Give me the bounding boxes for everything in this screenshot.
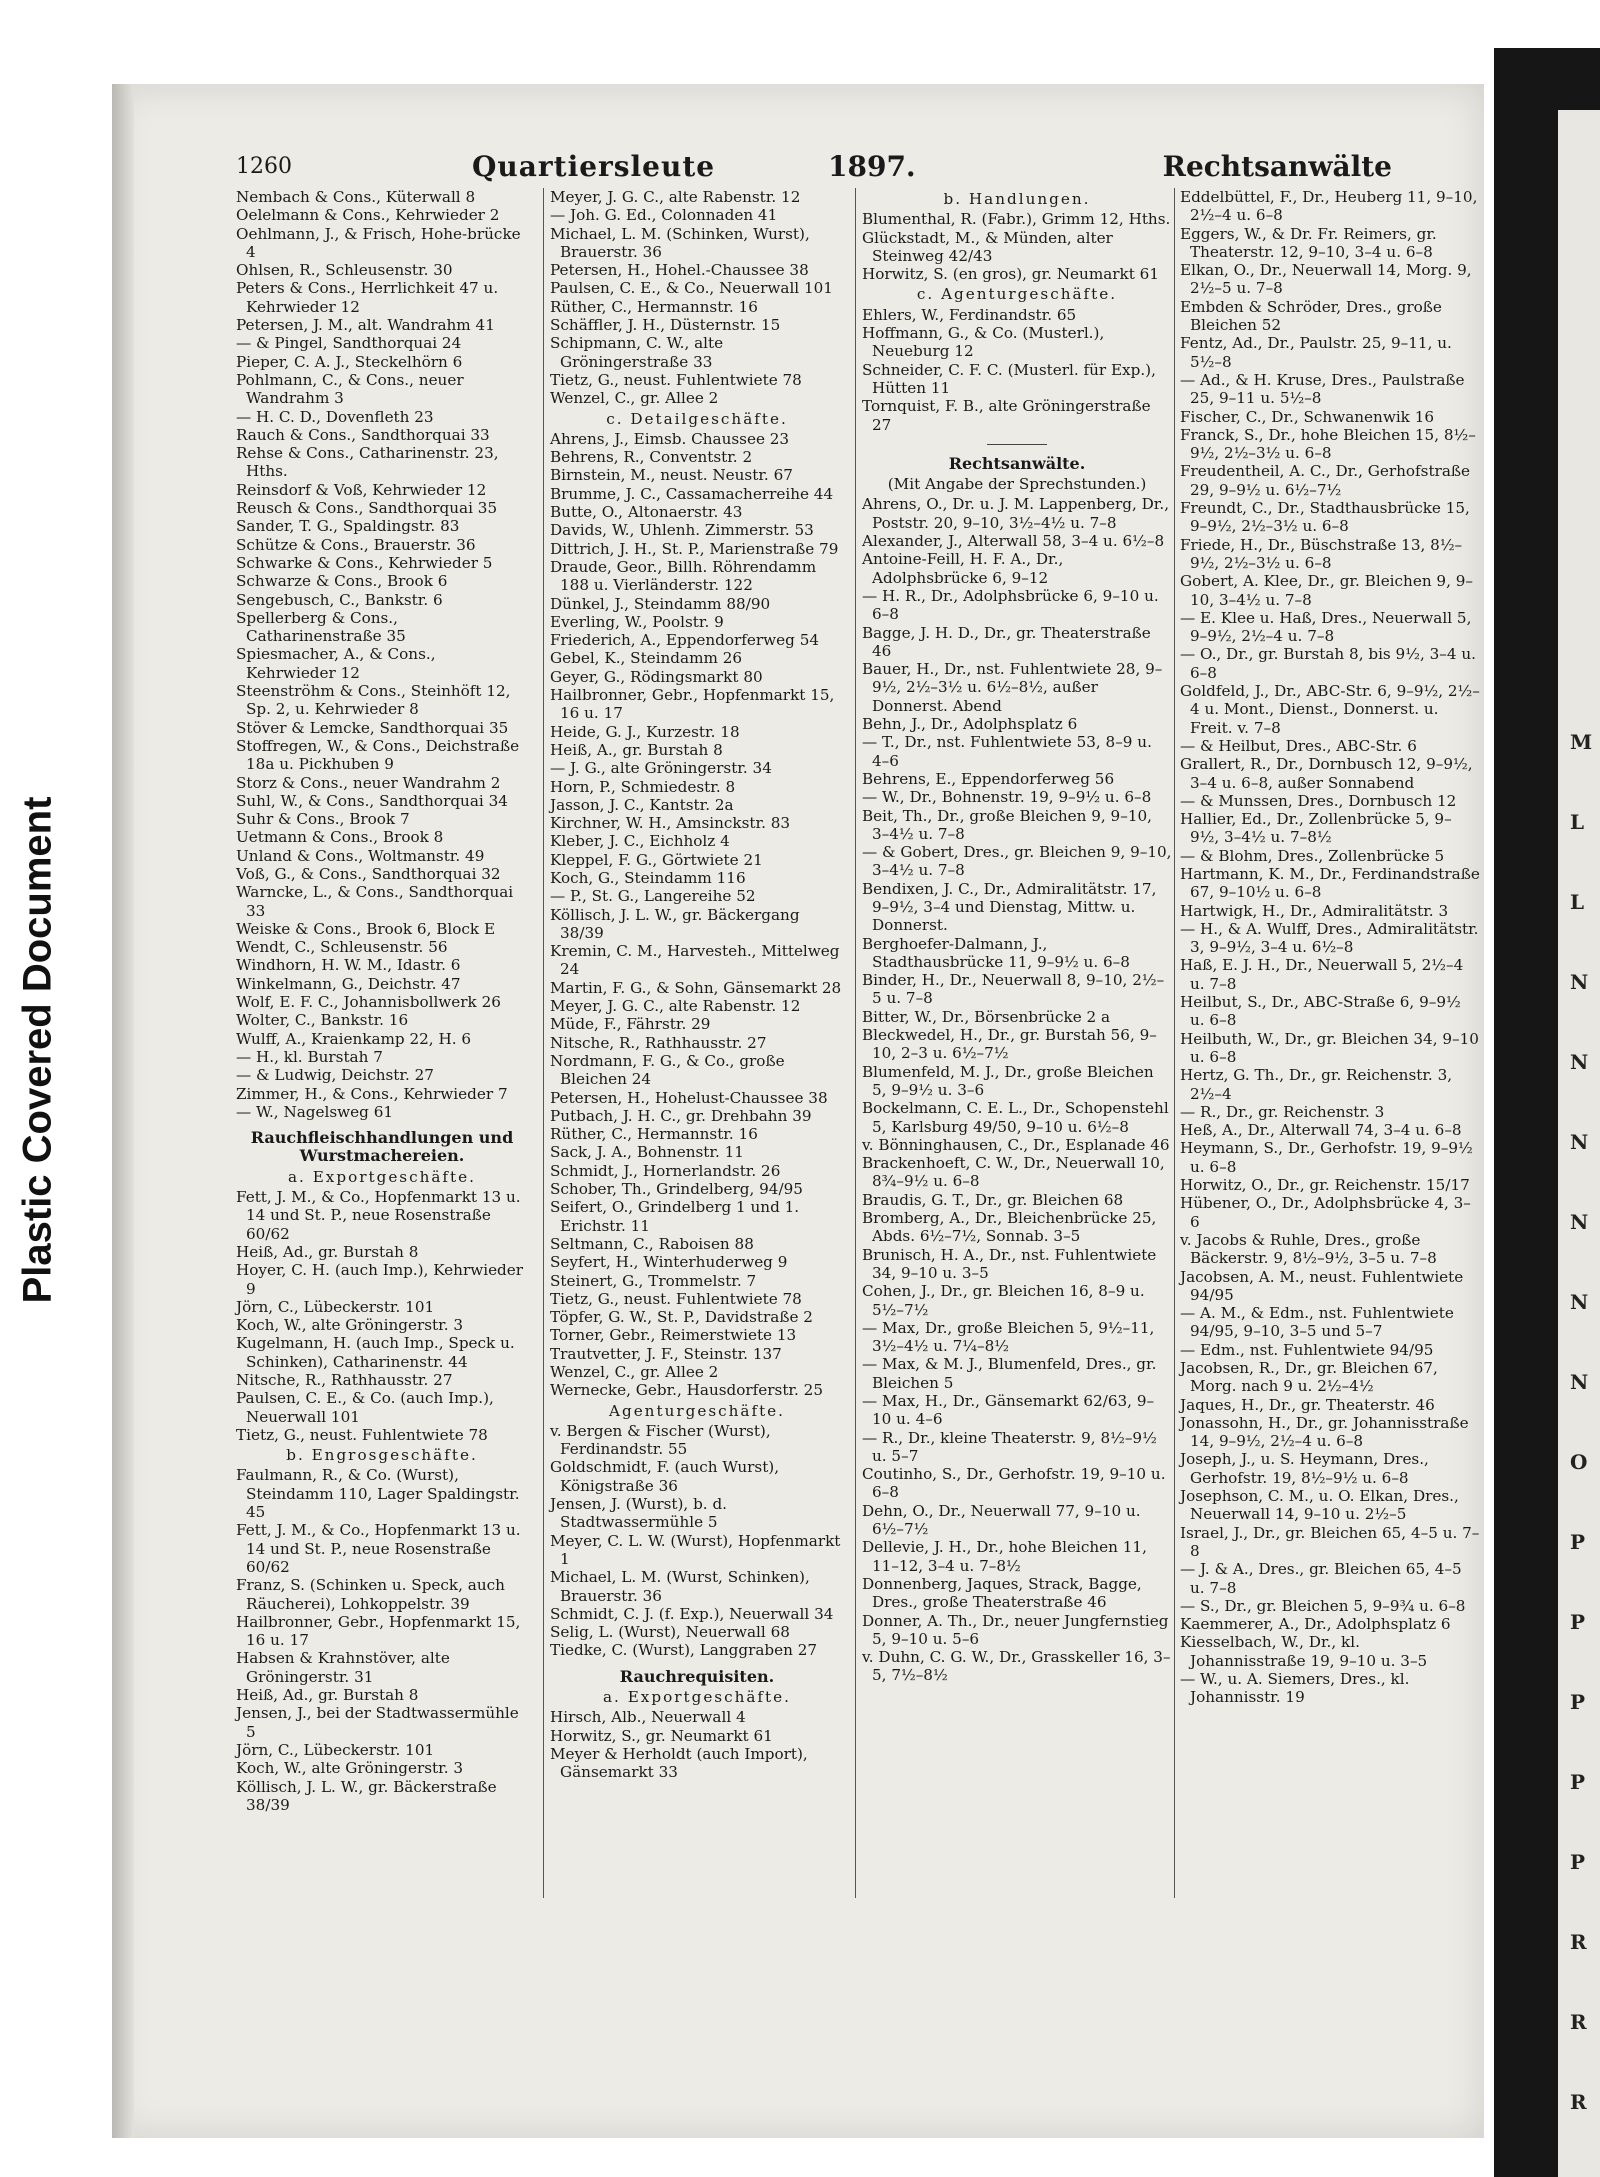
directory-entry: Joseph, J., u. S. Heymann, Dres., Gerhofstr. 19, 8½–9½ u. 6–8 [1180,1450,1429,1487]
directory-entry: — & Heilbut, Dres., ABC-Str. 6 [1180,736,1417,755]
section-divider [987,444,1047,445]
directory-entry: Donner, A. Th., Dr., neuer Jungfernstieg 5, 9–10 u. 5–6 [862,1611,1169,1648]
directory-entry: Koch, G., Steindamm 116 [550,868,746,887]
directory-entry: Tiedke, C. (Wurst), Langgraben 27 [550,1641,818,1660]
directory-entry: Franck, S., Dr., hohe Bleichen 15, 8½–9½, 2½–3½ u. 6–8 [1180,425,1476,463]
directory-entry: v. Bönninghausen, C., Dr., Esplanade 46 [862,1135,1170,1154]
directory-entry: Köllisch, J. L. W., gr. Bäckerstraße 38/39 [236,1777,497,1814]
directory-entry: Goldfeld, J., Dr., ABC-Str. 6, 9–9½, 2½–4 u. Mont., Dienst., Donnerst. u. Freit. v. 7–8 [1180,682,1480,737]
column-rule [543,188,544,1898]
directory-entry: Fett, J. M., & Co., Hopfenmarkt 13 u. 14 und St. P., neue Rosenstraße 60/62 [236,1521,521,1576]
facing-page-letter: R [1570,1930,1587,1954]
directory-entry: Voß, G., & Cons., Sandthorquai 32 [236,864,501,883]
directory-entry: Wenzel, C., gr. Allee 2 [550,389,719,408]
directory-entry: Hoyer, C. H. (auch Imp.), Kehrwieder 9 [236,1261,524,1298]
directory-entry: Eggers, W., & Dr. Fr. Reimers, gr. Theaterstr. 12, 9–10, 3–4 u. 6–8 [1180,224,1437,261]
directory-entry: Petersen, J. M., alt. Wandrahm 41 [236,316,495,335]
directory-entry: — H. C. D., Dovenfleth 23 [236,407,434,426]
directory-entry: — H., & A. Wulff, Dres., Admiralitätstr. 3, 9–9½, 3–4 u. 6½–8 [1180,919,1479,957]
directory-entry: Jensen, J., bei der Stadtwassermühle 5 [236,1704,519,1741]
directory-entry: — Edm., nst. Fuhlentwiete 94/95 [1180,1340,1434,1359]
directory-entry: Hoffmann, G., & Co. (Musterl.), Neueburg 12 [862,324,1105,361]
directory-entry: Paulsen, C. E., & Co., Neuerwall 101 [550,279,833,298]
directory-entry: Heiß, Ad., gr. Burstah 8 [236,1686,419,1705]
directory-entry: — Max, & M. J., Blumenfeld, Dres., gr. Bleichen 5 [862,1355,1157,1392]
directory-entry: — Max, Dr., große Bleichen 5, 9½–11, 3½–4½ u. 7¼–8½ [862,1318,1155,1356]
directory-entry: — & Pingel, Sandthorquai 24 [236,334,462,353]
column-rule [1174,188,1175,1898]
directory-entry: Dellevie, J. H., Dr., hohe Bleichen 11, 11–12, 3–4 u. 7–8½ [862,1538,1147,1575]
directory-entry: — H. R., Dr., Adolphsbrücke 6, 9–10 u. 6–8 [862,586,1159,624]
directory-entry: Friede, H., Dr., Büschstraße 13, 8½–9½, 2½–3½ u. 6–8 [1180,535,1463,572]
column-rule [855,188,856,1898]
directory-entry: Seltmann, C., Raboisen 88 [550,1234,754,1253]
directory-entry: Donnenberg, Jaques, Strack, Bagge, Dres., große Theaterstraße 46 [862,1574,1142,1612]
directory-entry: Trautvetter, J. F., Steinstr. 137 [550,1344,782,1363]
directory-entry: Franz, S. (Schinken u. Speck, auch Räucherei), Lohkoppelstr. 39 [236,1576,505,1613]
directory-entry: Brumme, J. C., Cassamacherreihe 44 [550,484,834,503]
directory-entry: Schwarze & Cons., Brook 6 [236,572,448,591]
facing-page-letter: N [1570,1370,1589,1394]
directory-entry: Gebel, K., Steindamm 26 [550,649,743,668]
directory-entry: Storz & Cons., neuer Wandrahm 2 [236,773,501,792]
directory-entry: Kaemmerer, A., Dr., Adolphsplatz 6 [1180,1615,1451,1634]
directory-entry: — W., Nagelsweg 61 [236,1102,394,1121]
directory-entry: Heide, G. J., Kurzestr. 18 [550,722,740,741]
directory-entry: Wulff, A., Kraienkamp 22, H. 6 [236,1029,472,1048]
directory-entry: Selig, L. (Wurst), Neuerwall 68 [550,1623,790,1642]
facing-page-letter: R [1570,2090,1587,2114]
directory-entry: Kleber, J. C., Eichholz 4 [550,832,730,851]
directory-entry: Brackenhoeft, C. W., Dr., Neuerwall 10, 8¾–9½ u. 6–8 [862,1154,1165,1191]
subsection-heading: Agenturgeschäfte. [609,1401,785,1420]
facing-page-letter: N [1570,1130,1589,1154]
directory-entry: Freundt, C., Dr., Stadthausbrücke 15, 9–9½, 2½–3½ u. 6–8 [1180,499,1470,536]
directory-entry: Faulmann, R., & Co. (Wurst), Steindamm 110, Lager Spaldingstr. 45 [236,1466,520,1522]
facing-page-letter: N [1570,1210,1589,1234]
directory-entry: Schipmann, C. W., alte Gröningerstraße 33 [550,334,724,371]
directory-entry: Draude, Geor., Billh. Röhrendamm 188 u. Vierländerstr. 122 [550,557,817,595]
directory-entry: Petersen, H., Hohel.-Chaussee 38 [550,261,809,280]
directory-entry: Oelelmann & Cons., Kehrwieder 2 [236,206,500,225]
directory-entry: Nitsche, R., Rathhausstr. 27 [550,1033,767,1052]
page-header [236,150,1392,190]
directory-entry: Ahrens, J., Eimsb. Chaussee 23 [550,429,790,448]
facing-page-letter: P [1570,1530,1586,1554]
directory-entry: Michael, L. M. (Schinken, Wurst), Brauerstr. 36 [550,224,810,261]
facing-page-letter: P [1570,1850,1586,1874]
directory-entry: Fentz, Ad., Dr., Paulstr. 25, 9–11, u. 5½–8 [1180,334,1452,371]
section-title: Rechtsanwälte [1162,150,1392,183]
directory-entry: Blumenfeld, M. J., Dr., große Bleichen 5, 9–9½ u. 3–6 [862,1062,1154,1099]
directory-entry: Sander, T. G., Spaldingstr. 83 [236,517,460,536]
directory-entry: Suhr & Cons., Brook 7 [236,810,410,829]
section-note: (Mit Angabe der Sprechstunden.) [887,475,1147,494]
directory-entry: Sengebusch, C., Bankstr. 6 [236,590,443,609]
directory-entry: Jörn, C., Lübeckerstr. 101 [236,1297,435,1316]
directory-entry: Steenströhm & Cons., Steinhöft 12, Sp. 2, u. Kehrwieder 8 [236,682,511,719]
directory-entry: Hartmann, K. M., Dr., Ferdinandstraße 67, 9–10½ u. 6–8 [1180,864,1480,902]
directory-entry: Kirchner, W. H., Amsinckstr. 83 [550,814,791,833]
directory-entry: Heilbuth, W., Dr., gr. Bleichen 34, 9–10 u. 6–8 [1180,1029,1479,1066]
directory-entry: Paulsen, C. E., & Co. (auch Imp.), Neuerwall 101 [236,1389,494,1426]
directory-entry: Sack, J. A., Bohnenstr. 11 [550,1143,744,1162]
directory-entry: Töpfer, G. W., St. P., Davidstraße 2 [550,1308,813,1327]
directory-entry: — & Munssen, Dres., Dornbusch 12 [1180,791,1457,810]
directory-entry: Seifert, O., Grindelberg 1 und 1. Erichstr. 11 [550,1198,800,1235]
directory-entry: Heiß, Ad., gr. Burstah 8 [236,1242,419,1261]
directory-entry: Köllisch, J. L. W., gr. Bäckergang 38/39 [550,905,800,942]
directory-entry: Jensen, J. (Wurst), b. d. Stadtwassermühle 5 [550,1495,728,1532]
side-label-text: Plastic Covered Document [15,796,60,1304]
directory-entry: Schütze & Cons., Brauerstr. 36 [236,535,476,554]
subsection-heading: c. Agenturgeschäfte. [916,285,1118,304]
directory-entry: Horwitz, O., Dr., gr. Reichenstr. 15/17 [1180,1176,1470,1195]
directory-entry: Rüther, C., Hermannstr. 16 [550,1125,758,1144]
column-4 [1180,188,1480,1707]
directory-entry: Steinert, G., Trommelstr. 7 [550,1271,757,1290]
directory-entry: Schober, Th., Grindelberg, 94/95 [550,1180,803,1199]
directory-entry: Ahrens, O., Dr. u. J. M. Lappenberg, Dr., Poststr. 20, 9–10, 3½–4½ u. 7–8 [862,495,1170,532]
directory-entry: Jonassohn, H., Dr., gr. Johannisstraße 14, 9–9½, 2½–4 u. 6–8 [1180,1413,1469,1451]
section-heading: Rechtsanwälte. [948,453,1086,473]
directory-entry: Gobert, A. Klee, Dr., gr. Bleichen 9, 9–10, 3–4½ u. 7–8 [1180,572,1474,609]
directory-entry: Schwarke & Cons., Kehrwieder 5 [236,553,493,572]
directory-entry: — & Blohm, Dres., Zollenbrücke 5 [1180,846,1445,865]
directory-entry: v. Duhn, C. G. W., Dr., Grasskeller 16, 3–5, 7½–8½ [862,1648,1171,1685]
directory-entry: Martin, F. G., & Sohn, Gänsemarkt 28 [550,978,842,997]
facing-page-letter: M [1570,730,1593,754]
directory-entry: — O., Dr., gr. Burstah 8, bis 9½, 3–4 u. 6–8 [1180,645,1476,682]
directory-entry: Habsen & Krahnstöver, alte Gröningerstr. 31 [236,1649,450,1686]
side-label [8,510,68,1590]
directory-entry: Bendixen, J. C., Dr., Admiralitätstr. 17, 9–9½, 3–4 und Dienstag, Mittw. u. Donnerst. [862,879,1157,935]
directory-entry: — J. G., alte Gröningerstr. 34 [550,759,772,778]
directory-entry: Josephson, C. M., u. O. Elkan, Dres., Neuerwall 14, 9–10 u. 2½–5 [1180,1487,1459,1524]
directory-entry: Bromberg, A., Dr., Bleichenbrücke 25, Abds. 6½–7½, Sonnab. 3–5 [862,1209,1157,1246]
facing-page-letter: P [1570,1770,1586,1794]
directory-entry: Dehn, O., Dr., Neuerwall 77, 9–10 u. 6½–7½ [862,1501,1141,1539]
directory-entry: Nordmann, F. G., & Co., große Bleichen 24 [550,1051,785,1089]
directory-entry: Kremin, C. M., Harvesteh., Mittelweg 24 [550,942,840,979]
directory-entry: Ohlsen, R., Schleusenstr. 30 [236,261,453,280]
directory-entry: Braudis, G. T., Dr., gr. Bleichen 68 [862,1190,1124,1209]
subsection-heading: b. Handlungen. [943,190,1091,208]
directory-entry: Peters & Cons., Herrlichkeit 47 u. Kehrwieder 12 [236,279,499,316]
page-binding [112,84,134,2138]
subsection-heading: c. Detailgeschäfte. [606,409,788,428]
directory-entry: Stoffregen, W., & Cons., Deichstraße 18a u. Pickhuben 9 [236,736,520,774]
directory-entry: Kleppel, F. G., Görtwiete 21 [550,850,763,869]
directory-entry: — A. M., & Edm., nst. Fuhlentwiete 94/95, 9–10, 3–5 und 5–7 [1180,1304,1454,1341]
directory-entry: Antoine-Feill, H. F. A., Dr., Adolphsbrücke 6, 9–12 [862,550,1064,587]
directory-entry: Warncke, L., & Cons., Sandthorquai 33 [236,883,514,920]
directory-entry: Pieper, C. A. J., Steckelhörn 6 [236,352,463,371]
directory-entry: Hallier, Ed., Dr., Zollenbrücke 5, 9–9½, 3–4½ u. 7–8½ [1180,810,1452,847]
directory-entry: Berghoefer-Dalmann, J., Stadthausbrücke 11, 9–9½ u. 6–8 [862,934,1130,971]
directory-entry: Kiesselbach, W., Dr., kl. Johannisstraße 19, 9–10 u. 3–5 [1180,1633,1428,1670]
subsection-heading: a. Exportgeschäfte. [288,1167,476,1186]
directory-entry: Suhl, W., & Cons., Sandthorquai 34 [236,791,508,810]
directory-entry: Reinsdorf & Voß, Kehrwieder 12 [236,480,487,499]
directory-entry: v. Bergen & Fischer (Wurst), Ferdinandstr. 55 [550,1421,771,1459]
directory-entry: Bauer, H., Dr., nst. Fuhlentwiete 28, 9–9½, 2½–3½ u. 6½–8½, außer Donnerst. Abend [862,660,1163,715]
directory-entry: Horn, P., Schmiedestr. 8 [550,777,736,796]
running-title: Quartiersleute [472,150,716,183]
directory-entry: — R., Dr., gr. Reichenstr. 3 [1180,1102,1385,1121]
directory-entry: Freudentheil, A. C., Dr., Gerhofstraße 29, 9–9½ u. 6½–7½ [1180,462,1471,499]
directory-entry: Hirsch, Alb., Neuerwall 4 [550,1708,746,1727]
column-1 [236,188,528,1814]
directory-entry: Heymann, S., Dr., Gerhofstr. 19, 9–9½ u. 6–8 [1180,1139,1473,1176]
facing-page-letter: P [1570,1690,1586,1714]
directory-entry: Birnstein, M., neust. Neustr. 67 [550,466,793,485]
directory-entry: Butte, O., Altonaerstr. 43 [550,503,743,522]
directory-entry: Michael, L. M. (Wurst, Schinken), Brauerstr. 36 [550,1568,810,1605]
directory-entry: Nitsche, R., Rathhausstr. 27 [236,1371,453,1389]
facing-page-letter: N [1570,1050,1589,1074]
directory-entry: Ehlers, W., Ferdinandstr. 65 [862,305,1077,324]
directory-entry: Hailbronner, Gebr., Hopfenmarkt 15, 16 u. 17 [236,1612,521,1650]
subsection-heading: b. Engrosgeschäfte. [286,1446,478,1465]
directory-entry: — & Gobert, Dres., gr. Bleichen 9, 9–10, 3–4½ u. 7–8 [862,843,1172,880]
directory-entry: Jacobsen, R., Dr., gr. Bleichen 67, Morg. nach 9 u. 2½–4½ [1180,1359,1438,1396]
directory-entry: Hailbronner, Gebr., Hopfenmarkt 15, 16 u. 17 [550,686,835,723]
directory-entry: Rehse & Cons., Catharinenstr. 23, Hths. [236,444,499,481]
directory-entry: Dünkel, J., Steindamm 88/90 [550,594,771,613]
directory-entry: Fett, J. M., & Co., Hopfenmarkt 13 u. 14 und St. P., neue Rosenstraße 60/62 [236,1188,521,1243]
facing-page-letter: O [1570,1450,1588,1474]
directory-entry: Unland & Cons., Woltmanstr. 49 [236,846,485,865]
directory-entry: — S., Dr., gr. Bleichen 5, 9–9¾ u. 6–8 [1180,1596,1466,1615]
directory-entry: Embden & Schröder, Dres., große Bleichen 52 [1180,297,1442,335]
directory-entry: Jasson, J. C., Kantstr. 2a [550,795,734,814]
directory-entry: Stöver & Lemcke, Sandthorquai 35 [236,718,509,737]
directory-entry: Behrens, R., Conventstr. 2 [550,448,753,467]
directory-entry: Haß, E. J. H., Dr., Neuerwall 5, 2½–4 u. 7–8 [1180,956,1464,993]
directory-entry: Friederich, A., Eppendorferweg 54 [550,631,820,650]
facing-page-letter: L [1570,890,1585,914]
directory-entry: Binder, H., Dr., Neuerwall 8, 9–10, 2½–5 u. 7–8 [862,971,1165,1008]
directory-entry: Alexander, J., Alterwall 58, 3–4 u. 6½–8 [862,532,1165,551]
directory-entry: Fischer, C., Dr., Schwanenwik 16 [1180,407,1435,426]
directory-entry: Petersen, H., Hohelust-Chaussee 38 [550,1088,828,1107]
directory-entry: Heß, A., Dr., Alterwall 74, 3–4 u. 6–8 [1180,1121,1462,1140]
facing-page-letter: N [1570,970,1589,994]
directory-entry: Reusch & Cons., Sandthorquai 35 [236,499,498,518]
directory-entry: — & Ludwig, Deichstr. 27 [236,1066,434,1085]
directory-entry: Wolf, E. F. C., Johannisbollwerk 26 [236,993,501,1012]
directory-entry: Elkan, O., Dr., Neuerwall 14, Morg. 9, 2½–5 u. 7–8 [1180,261,1472,298]
directory-entry: Bleckwedel, H., Dr., gr. Burstah 56, 9–10, 2–3 u. 6½–7½ [862,1026,1157,1063]
directory-entry: Goldschmidt, F. (auch Wurst), Königstraße 36 [550,1458,780,1495]
directory-entry: Nembach & Cons., Küterwall 8 [236,188,476,206]
directory-entry: Schmidt, C. J. (f. Exp.), Neuerwall 34 [550,1604,834,1623]
column-3 [862,188,1172,1685]
directory-entry: Geyer, G., Rödingsmarkt 80 [550,667,763,686]
directory-entry: Pohlmann, C., & Cons., neuer Wandrahm 3 [236,370,464,408]
facing-page-letter: P [1570,1610,1586,1634]
directory-entry: Schmidt, J., Hornerlandstr. 26 [550,1161,781,1180]
directory-entry: Tietz, G., neust. Fuhlentwiete 78 [550,370,802,389]
facing-page-fragment [1558,110,1600,2177]
directory-entry: Schneider, C. F. C. (Musterl. für Exp.), Hütten 11 [862,360,1156,397]
directory-entry: — P., St. G., Langereihe 52 [550,887,756,906]
directory-entry: Putbach, J. H. C., gr. Drehbahn 39 [550,1106,812,1125]
directory-entry: — Joh. G. Ed., Colonnaden 41 [550,206,778,225]
directory-entry: Koch, W., alte Gröningerstr. 3 [236,1316,464,1335]
directory-entry: — T., Dr., nst. Fuhlentwiete 53, 8–9 u. 4–6 [862,733,1152,770]
directory-entry: Zimmer, H., & Cons., Kehrwieder 7 [236,1084,508,1103]
directory-entry: Bagge, J. H. D., Dr., gr. Theaterstraße 46 [862,623,1151,660]
directory-entry: Dittrich, J. H., St. P., Marienstraße 79 [550,539,839,558]
directory-entry: Meyer & Herholdt (auch Import), Gänsemarkt 33 [550,1744,808,1782]
directory-entry: Wenzel, C., gr. Allee 2 [550,1363,719,1381]
directory-entry: Eddelbüttel, F., Dr., Heuberg 11, 9–10, 2½–4 u. 6–8 [1180,188,1478,225]
directory-entry: Bockelmann, C. E. L., Dr., Schopenstehl 5, Karlsburg 49/50, 9–10 u. 6½–8 [862,1099,1169,1136]
directory-entry: Brunisch, H. A., Dr., nst. Fuhlentwiete 34, 9–10 u. 3–5 [862,1245,1157,1282]
directory-entry: Meyer, J. G. C., alte Rabenstr. 12 [550,188,801,206]
directory-entry: Coutinho, S., Dr., Gerhofstr. 19, 9–10 u. 6–8 [862,1465,1166,1502]
directory-entry: v. Jacobs & Ruhle, Dres., große Bäckerstr. 9, 8½–9½, 3–5 u. 7–8 [1180,1230,1437,1268]
subsection-heading: a. Exportgeschäfte. [603,1688,791,1707]
directory-entry: Beit, Th., Dr., große Bleichen 9, 9–10, 3–4½ u. 7–8 [862,806,1152,843]
directory-entry: Tietz, G., neust. Fuhlentwiete 78 [236,1425,488,1444]
directory-entry: — R., Dr., kleine Theaterstr. 9, 8½–9½ u. 5–7 [862,1428,1157,1465]
directory-entry: Heiß, A., gr. Burstah 8 [550,740,723,759]
directory-entry: Blumenthal, R. (Fabr.), Grimm 12, Hths. [862,210,1171,229]
directory-entry: Wernecke, Gebr., Hausdorferstr. 25 [550,1381,823,1400]
directory-entry: Cohen, J., Dr., gr. Bleichen 16, 8–9 u. 5½–7½ [862,1282,1145,1319]
directory-entry: — J. & A., Dres., gr. Bleichen 65, 4–5 u. 7–8 [1180,1560,1462,1597]
directory-entry: Jaques, H., Dr., gr. Theaterstr. 46 [1180,1395,1435,1414]
directory-entry: Israel, J., Dr., gr. Bleichen 65, 4–5 u. 7–8 [1180,1523,1480,1560]
directory-entry: Seyfert, H., Winterhuderweg 9 [550,1253,788,1272]
directory-entry: Uetmann & Cons., Brook 8 [236,828,444,847]
directory-entry: Hartwigk, H., Dr., Admiralitätstr. 3 [1180,901,1449,920]
directory-entry: — Max, H., Dr., Gänsemarkt 62/63, 9–10 u. 4–6 [862,1392,1155,1429]
facing-page-letter: L [1570,810,1585,834]
directory-entry: Koch, W., alte Gröningerstr. 3 [236,1759,464,1778]
directory-entry: Tietz, G., neust. Fuhlentwiete 78 [550,1289,802,1308]
directory-entry: Glückstadt, M., & Münden, alter Steinweg 42/43 [862,228,1113,265]
directory-entry: Winkelmann, G., Deichstr. 47 [236,974,461,993]
directory-entry: Torner, Gebr., Reimerstwiete 13 [550,1326,797,1345]
directory-entry: Müde, F., Fährstr. 29 [550,1015,711,1034]
directory-entry: Rüther, C., Hermannstr. 16 [550,297,758,316]
directory-entry: Horwitz, S., gr. Neumarkt 61 [550,1726,773,1745]
directory-entry: — E. Klee u. Haß, Dres., Neuerwall 5, 9–9½, 2½–4 u. 7–8 [1180,608,1472,646]
section-heading: Rauchrequisiten. [619,1666,775,1686]
directory-entry: Jörn, C., Lübeckerstr. 101 [236,1740,435,1759]
directory-entry: Behn, J., Dr., Adolphsplatz 6 [862,715,1078,734]
directory-entry: Wendt, C., Schleusenstr. 56 [236,938,448,957]
directory-entry: Bitter, W., Dr., Börsenbrücke 2 a [862,1007,1111,1026]
directory-entry: Rauch & Cons., Sandthorquai 33 [236,425,490,444]
directory-entry: — Ad., & H. Kruse, Dres., Paulstraße 25, 9–11 u. 5½–8 [1180,370,1465,408]
directory-entry: Horwitz, S. (en gros), gr. Neumarkt 61 [862,265,1160,284]
directory-entry: Wolter, C., Bankstr. 16 [236,1011,409,1030]
directory-entry: Grallert, R., Dr., Dornbusch 12, 9–9½, 3–4 u. 6–8, außer Sonnabend [1180,755,1473,792]
section-heading: Rauchfleischhandlungen und Wurstmachereien. [250,1128,514,1166]
column-2 [550,188,844,1782]
directory-entry: Spiesmacher, A., & Cons., Kehrwieder 12 [236,645,436,682]
page-year: 1897. [828,150,916,183]
directory-entry: Heilbut, S., Dr., ABC-Straße 6, 9–9½ u. 6–8 [1180,993,1461,1030]
directory-entry: Kugelmann, H. (auch Imp., Speck u. Schinken), Catharinenstr. 44 [236,1334,515,1371]
directory-entry: Hübener, O., Dr., Adolphsbrücke 4, 3–6 [1180,1194,1471,1231]
page-number: 1260 [236,154,292,179]
directory-entry: Schäffler, J. H., Düsternstr. 15 [550,316,781,335]
directory-entry: Meyer, C. L. W. (Wurst), Hopfenmarkt 1 [550,1531,841,1568]
directory-entry: Everling, W., Poolstr. 9 [550,612,724,631]
directory-entry: Meyer, J. G. C., alte Rabenstr. 12 [550,997,801,1016]
facing-page-letter: N [1570,1290,1589,1314]
directory-entry: Spellerberg & Cons., Catharinenstraße 35 [236,608,406,646]
directory-entry: Tornquist, F. B., alte Gröningerstraße 27 [862,397,1151,434]
directory-entry: — H., kl. Burstah 7 [236,1047,383,1066]
facing-page-letter: R [1570,2010,1587,2034]
directory-entry: Davids, W., Uhlenh. Zimmerstr. 53 [550,521,814,540]
directory-entry: — W., Dr., Bohnenstr. 19, 9–9½ u. 6–8 [862,788,1152,807]
directory-entry: Oehlmann, J., & Frisch, Hohe-brücke 4 [236,224,521,261]
directory-entry: Weiske & Cons., Brook 6, Block E [236,919,496,938]
directory-entry: Behrens, E., Eppendorferweg 56 [862,769,1115,788]
directory-entry: Windhorn, H. W. M., Idastr. 6 [236,956,461,975]
directory-entry: — W., u. A. Siemers, Dres., kl. Johannisstr. 19 [1180,1670,1410,1707]
directory-entry: Jacobsen, A. M., neust. Fuhlentwiete 94/95 [1180,1267,1464,1304]
directory-entry: Hertz, G. Th., Dr., gr. Reichenstr. 3, 2½–4 [1180,1066,1453,1103]
